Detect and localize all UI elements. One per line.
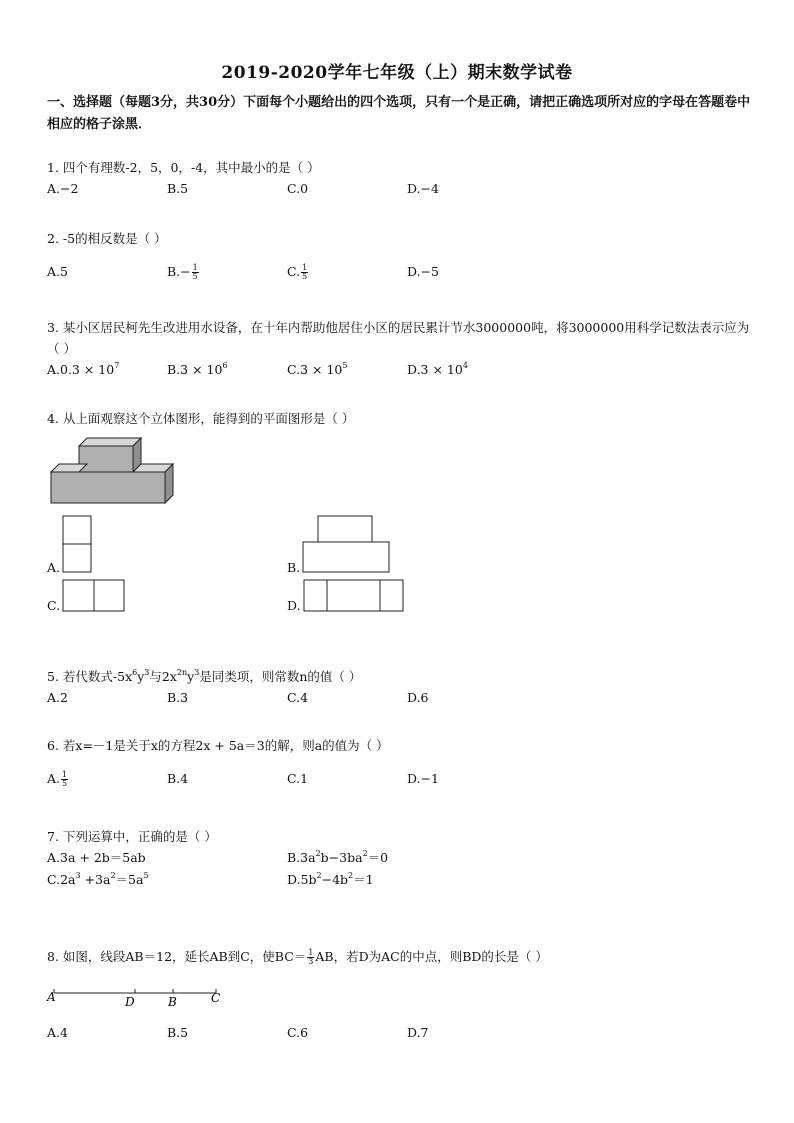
option-a-base: A.0.3 × 10 bbox=[47, 362, 115, 377]
option-a[interactable]: A.−2 bbox=[47, 181, 79, 196]
question-4 bbox=[47, 408, 757, 429]
question-7-stem: 7. 下列运算中，正确的是（ ） bbox=[47, 829, 217, 844]
exponent: 5 bbox=[342, 361, 348, 370]
question-6-options bbox=[47, 768, 757, 790]
option-a-figure[interactable] bbox=[62, 515, 94, 575]
option-b-label[interactable]: B. bbox=[287, 560, 301, 575]
question-1-options bbox=[47, 178, 757, 200]
option-a[interactable] bbox=[47, 768, 69, 789]
option-c-figure[interactable] bbox=[62, 579, 126, 613]
option-b[interactable]: $B.3a^2b-3ba^2=0$ bbox=[287, 849, 389, 865]
solid-figure bbox=[48, 434, 180, 506]
option-c-prefix: C. bbox=[287, 264, 301, 279]
option-a[interactable]: A.3a + 2b＝5ab bbox=[47, 850, 146, 865]
fraction: $\frac{1}{3}$ bbox=[308, 948, 314, 966]
question-8-answers bbox=[47, 1022, 757, 1044]
exponent: 4 bbox=[462, 361, 468, 370]
fraction-numerator: 1 bbox=[62, 770, 68, 779]
question-5 bbox=[47, 666, 757, 709]
option-d[interactable] bbox=[407, 359, 468, 380]
question-3-stem: 3. 某小区居民柯先生改进用水设备，在十年内帮助他居住小区的居民累计节水3000000吨，将3000000用科学记数法表示应为（ ） bbox=[47, 320, 750, 356]
option-a[interactable]: A.5 bbox=[47, 264, 68, 279]
question-6-stem: 6. 若x=－1是关于x的方程2x + 5a＝3的解，则a的值为（ ） bbox=[47, 738, 389, 753]
option-d[interactable]: D.6 bbox=[407, 690, 429, 705]
section-heading: 一、选择题（每题3分，共30分）下面每个小题给出的四个选项，只有一个是正确，请把正确选项所对应的字母在答题卷中相应的格子涂黑． bbox=[47, 95, 751, 132]
question-8-options bbox=[47, 1022, 757, 1044]
point-c-label: C bbox=[211, 991, 221, 1005]
option-b[interactable] bbox=[167, 359, 228, 380]
option-d[interactable]: D.−1 bbox=[407, 771, 439, 786]
option-b-figure[interactable] bbox=[301, 515, 391, 575]
option-c[interactable] bbox=[287, 261, 309, 282]
option-b[interactable]: B.5 bbox=[167, 181, 189, 196]
option-b[interactable]: B.3 bbox=[167, 690, 189, 705]
fraction bbox=[192, 264, 199, 281]
option-a-label[interactable]: A. bbox=[47, 560, 61, 575]
option-b-prefix: B.− bbox=[167, 264, 191, 279]
question-1-stem: 1. 四个有理数-2，5，0，-4，其中最小的是（ ） bbox=[47, 160, 320, 175]
option-a[interactable]: A.4 bbox=[47, 1025, 68, 1040]
option-c[interactable]: $C.2a^3 +3a^2=5a^5$ bbox=[47, 871, 149, 887]
option-c[interactable]: C.6 bbox=[287, 1025, 309, 1040]
bottom-box-front-face bbox=[51, 472, 165, 503]
question-2-stem: 2. -5的相反数是（ ） bbox=[47, 231, 167, 246]
question-2-options bbox=[47, 261, 757, 283]
line-segment-figure bbox=[44, 984, 234, 1012]
question-8-stem: 8. 如图，线段AB＝12，延长AB到C，使BC＝ $\frac{1}{3}$ AB，若D为AC的中点，则BD的长是（ ） bbox=[47, 948, 548, 966]
question-5-stem: 5. 若代数式$-5x^6y^3$与$2x^{2n}y^3$是同类项，则常数n的值（ ） bbox=[47, 668, 362, 684]
question-2 bbox=[47, 228, 757, 283]
fraction-numerator: 1 bbox=[302, 263, 308, 272]
fraction bbox=[301, 264, 308, 281]
question-5-options bbox=[47, 687, 757, 709]
option-d-base: D.3 × 10 bbox=[407, 362, 463, 377]
option-b[interactable]: B.5 bbox=[167, 1025, 189, 1040]
exam-title: 2019-2020学年七年级（上）期末数学试卷 bbox=[221, 63, 573, 83]
question-4-stem: 4. 从上面观察这个立体图形，能得到的平面图形是（ ） bbox=[47, 411, 355, 426]
point-a-label: A bbox=[47, 990, 56, 1004]
question-6 bbox=[47, 735, 757, 790]
exponent: 7 bbox=[114, 361, 120, 370]
option-d-figure[interactable] bbox=[303, 579, 405, 613]
option-a[interactable]: A.2 bbox=[47, 690, 68, 705]
option-a-prefix: A. bbox=[47, 771, 61, 786]
exponent: 6 bbox=[222, 361, 228, 370]
question-8 bbox=[47, 946, 757, 967]
option-b-base: B.3 × 10 bbox=[167, 362, 223, 377]
option-b[interactable]: B.4 bbox=[167, 771, 189, 786]
option-c-label[interactable]: C. bbox=[47, 598, 61, 613]
top-box-front-face bbox=[79, 446, 133, 472]
point-b-label: B bbox=[168, 995, 177, 1009]
question-7-options-row-2 bbox=[47, 869, 757, 891]
option-c[interactable]: C.4 bbox=[287, 690, 309, 705]
question-7-options-row-1 bbox=[47, 847, 757, 869]
fraction-numerator: 1 bbox=[192, 263, 198, 272]
option-c[interactable]: C.0 bbox=[287, 181, 309, 196]
top-box-top-face bbox=[79, 438, 141, 446]
fraction bbox=[61, 771, 68, 788]
option-c[interactable] bbox=[287, 359, 347, 380]
question-7 bbox=[47, 826, 757, 891]
option-b[interactable] bbox=[167, 261, 200, 282]
option-c-base: C.3 × 10 bbox=[287, 362, 343, 377]
fraction-denominator: 5 bbox=[302, 272, 308, 281]
question-3-options bbox=[47, 359, 757, 381]
point-d-label: D bbox=[125, 995, 135, 1009]
fraction-denominator: 5 bbox=[192, 272, 198, 281]
option-c[interactable]: C.1 bbox=[287, 771, 309, 786]
option-d[interactable]: D.−4 bbox=[407, 181, 439, 196]
question-1 bbox=[47, 157, 757, 200]
fraction-denominator: 5 bbox=[62, 779, 68, 788]
option-d[interactable]: $D.5b^2-4b^2=1$ bbox=[287, 871, 374, 887]
option-d-label[interactable]: D. bbox=[287, 598, 301, 613]
option-a[interactable] bbox=[47, 359, 119, 380]
option-d[interactable]: D.7 bbox=[407, 1025, 429, 1040]
option-d[interactable]: D.−5 bbox=[407, 264, 439, 279]
question-3 bbox=[47, 317, 757, 381]
